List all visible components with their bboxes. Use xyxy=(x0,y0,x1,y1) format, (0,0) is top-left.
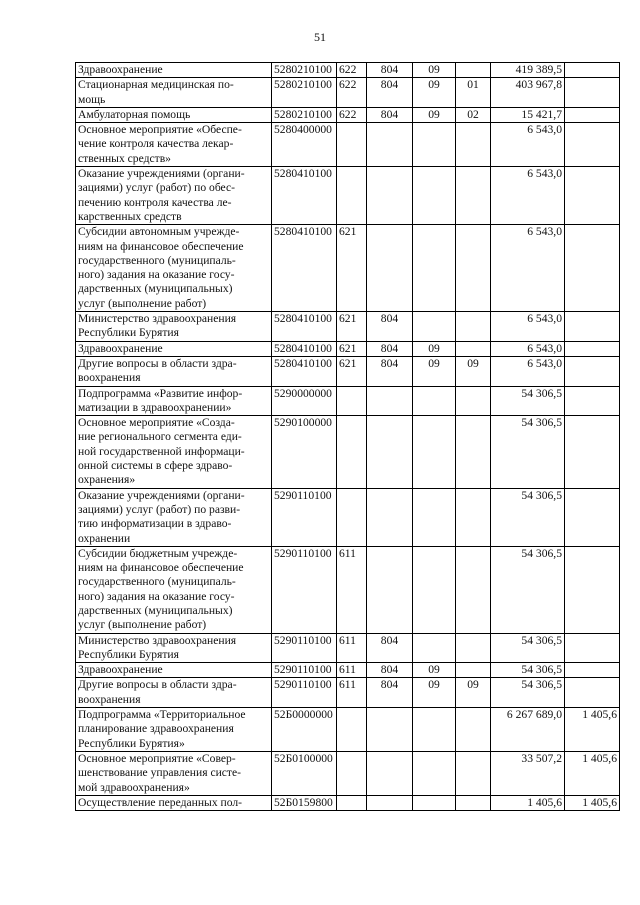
amount-federal-cell xyxy=(565,167,620,225)
target-article-code-cell: 5290110100 xyxy=(272,488,337,546)
target-article-code-cell: 5280410100 xyxy=(272,356,337,386)
amount-federal-cell xyxy=(565,678,620,708)
ministry-code-cell: 804 xyxy=(367,78,413,108)
table-row xyxy=(76,78,620,108)
section-code-cell: 09 xyxy=(413,63,456,78)
target-article-code-cell: 5290110100 xyxy=(272,546,337,633)
section-code-cell xyxy=(413,633,456,663)
row-name-cell: Министерство здравоохранения Республики Бурятия xyxy=(76,312,272,342)
amount-federal-cell xyxy=(565,225,620,312)
amount-cell: 419 389,5 xyxy=(491,63,565,78)
row-name-cell: Стационарная медицинская по- мощь xyxy=(76,78,272,108)
ministry-code-cell xyxy=(367,167,413,225)
ministry-code-cell: 804 xyxy=(367,107,413,122)
section-code-cell xyxy=(413,312,456,342)
expense-type-cell xyxy=(337,416,367,488)
ministry-code-cell: 804 xyxy=(367,341,413,356)
subsection-code-cell xyxy=(456,167,491,225)
amount-federal-cell: 1 405,6 xyxy=(565,708,620,752)
row-name-cell: Здравоохранение xyxy=(76,63,272,78)
table-row xyxy=(76,312,620,342)
ministry-code-cell xyxy=(367,225,413,312)
expense-type-cell xyxy=(337,795,367,810)
table-row xyxy=(76,708,620,752)
expense-type-cell xyxy=(337,751,367,795)
subsection-code-cell: 09 xyxy=(456,678,491,708)
amount-cell: 54 306,5 xyxy=(491,633,565,663)
target-article-code-cell: 52Б0159800 xyxy=(272,795,337,810)
row-name-cell: Основное мероприятие «Созда- ние регионального сегмента еди- ной государственной информаци- онной системы в сфере здраво- охранения» xyxy=(76,416,272,488)
subsection-code-cell xyxy=(456,795,491,810)
table-row xyxy=(76,546,620,633)
table-row xyxy=(76,795,620,810)
ministry-code-cell: 804 xyxy=(367,633,413,663)
row-name-cell: Подпрограмма «Территориальное планирование здравоохранения Республики Бурятия» xyxy=(76,708,272,752)
row-name-cell: Осуществление переданных пол- xyxy=(76,795,272,810)
row-name-cell: Основное мероприятие «Обеспе- чение контроля качества лекар- ственных средств» xyxy=(76,123,272,167)
table-row xyxy=(76,663,620,678)
amount-federal-cell: 1 405,6 xyxy=(565,795,620,810)
amount-cell: 54 306,5 xyxy=(491,678,565,708)
ministry-code-cell xyxy=(367,751,413,795)
table-row xyxy=(76,225,620,312)
expense-type-cell: 622 xyxy=(337,63,367,78)
target-article-code-cell: 5280410100 xyxy=(272,341,337,356)
subsection-code-cell xyxy=(456,312,491,342)
target-article-code-cell: 5280410100 xyxy=(272,312,337,342)
ministry-code-cell xyxy=(367,795,413,810)
amount-cell: 6 543,0 xyxy=(491,167,565,225)
subsection-code-cell: 01 xyxy=(456,78,491,108)
expense-type-cell xyxy=(337,386,367,416)
amount-cell: 33 507,2 xyxy=(491,751,565,795)
amount-cell: 54 306,5 xyxy=(491,416,565,488)
amount-federal-cell xyxy=(565,78,620,108)
amount-cell: 54 306,5 xyxy=(491,663,565,678)
amount-federal-cell xyxy=(565,356,620,386)
amount-federal-cell: 1 405,6 xyxy=(565,751,620,795)
expense-type-cell: 611 xyxy=(337,663,367,678)
table-row xyxy=(76,751,620,795)
target-article-code-cell: 5290000000 xyxy=(272,386,337,416)
section-code-cell: 09 xyxy=(413,107,456,122)
row-name-cell: Здравоохранение xyxy=(76,341,272,356)
target-article-code-cell: 5280410100 xyxy=(272,167,337,225)
amount-federal-cell xyxy=(565,123,620,167)
amount-federal-cell xyxy=(565,63,620,78)
amount-federal-cell xyxy=(565,416,620,488)
amount-cell: 6 543,0 xyxy=(491,225,565,312)
target-article-code-cell: 52Б0100000 xyxy=(272,751,337,795)
subsection-code-cell xyxy=(456,663,491,678)
section-code-cell: 09 xyxy=(413,678,456,708)
row-name-cell: Здравоохранение xyxy=(76,663,272,678)
row-name-cell: Субсидии бюджетным учрежде- ниям на финансовое обеспечение государственного (муниципаль- ного) задания на оказание госу- дарственных (муниципальных) услуг (выполнение работ) xyxy=(76,546,272,633)
amount-cell: 54 306,5 xyxy=(491,488,565,546)
expense-type-cell: 621 xyxy=(337,356,367,386)
table-row xyxy=(76,416,620,488)
section-code-cell xyxy=(413,751,456,795)
section-code-cell xyxy=(413,167,456,225)
amount-federal-cell xyxy=(565,663,620,678)
expense-type-cell: 621 xyxy=(337,225,367,312)
section-code-cell xyxy=(413,708,456,752)
subsection-code-cell xyxy=(456,416,491,488)
table-row xyxy=(76,341,620,356)
section-code-cell: 09 xyxy=(413,663,456,678)
amount-cell: 54 306,5 xyxy=(491,386,565,416)
subsection-code-cell xyxy=(456,488,491,546)
ministry-code-cell xyxy=(367,546,413,633)
expense-type-cell: 622 xyxy=(337,107,367,122)
section-code-cell xyxy=(413,225,456,312)
amount-cell: 6 543,0 xyxy=(491,312,565,342)
amount-cell: 15 421,7 xyxy=(491,107,565,122)
amount-cell: 1 405,6 xyxy=(491,795,565,810)
target-article-code-cell: 5280400000 xyxy=(272,123,337,167)
row-name-cell: Подпрограмма «Развитие инфор- матизации в здравоохранении» xyxy=(76,386,272,416)
target-article-code-cell: 52Б0000000 xyxy=(272,708,337,752)
row-name-cell: Другие вопросы в области здра- воохранения xyxy=(76,678,272,708)
amount-cell: 6 543,0 xyxy=(491,341,565,356)
amount-federal-cell xyxy=(565,312,620,342)
target-article-code-cell: 5290110100 xyxy=(272,633,337,663)
ministry-code-cell xyxy=(367,488,413,546)
table-row xyxy=(76,167,620,225)
section-code-cell xyxy=(413,416,456,488)
ministry-code-cell: 804 xyxy=(367,63,413,78)
budget-table-body xyxy=(76,63,620,811)
subsection-code-cell xyxy=(456,341,491,356)
target-article-code-cell: 5280210100 xyxy=(272,63,337,78)
table-row xyxy=(76,678,620,708)
amount-federal-cell xyxy=(565,341,620,356)
table-row xyxy=(76,386,620,416)
row-name-cell: Министерство здравоохранения Республики Бурятия xyxy=(76,633,272,663)
expense-type-cell xyxy=(337,123,367,167)
ministry-code-cell xyxy=(367,386,413,416)
expense-type-cell xyxy=(337,708,367,752)
expense-type-cell: 611 xyxy=(337,546,367,633)
expense-type-cell: 622 xyxy=(337,78,367,108)
row-name-cell: Другие вопросы в области здра- воохранения xyxy=(76,356,272,386)
subsection-code-cell xyxy=(456,123,491,167)
subsection-code-cell xyxy=(456,708,491,752)
expense-type-cell xyxy=(337,167,367,225)
target-article-code-cell: 5280410100 xyxy=(272,225,337,312)
subsection-code-cell: 02 xyxy=(456,107,491,122)
amount-federal-cell xyxy=(565,488,620,546)
table-row xyxy=(76,123,620,167)
expense-type-cell: 621 xyxy=(337,341,367,356)
amount-cell: 54 306,5 xyxy=(491,546,565,633)
row-name-cell: Амбулаторная помощь xyxy=(76,107,272,122)
subsection-code-cell xyxy=(456,546,491,633)
amount-cell: 403 967,8 xyxy=(491,78,565,108)
section-code-cell xyxy=(413,546,456,633)
amount-federal-cell xyxy=(565,546,620,633)
section-code-cell xyxy=(413,488,456,546)
target-article-code-cell: 5280210100 xyxy=(272,107,337,122)
target-article-code-cell: 5290110100 xyxy=(272,663,337,678)
ministry-code-cell xyxy=(367,708,413,752)
amount-federal-cell xyxy=(565,107,620,122)
subsection-code-cell xyxy=(456,633,491,663)
ministry-code-cell xyxy=(367,123,413,167)
amount-federal-cell xyxy=(565,386,620,416)
subsection-code-cell xyxy=(456,751,491,795)
page-number: 51 xyxy=(314,30,326,44)
table-row xyxy=(76,488,620,546)
subsection-code-cell xyxy=(456,386,491,416)
amount-cell: 6 543,0 xyxy=(491,123,565,167)
subsection-code-cell xyxy=(456,225,491,312)
ministry-code-cell: 804 xyxy=(367,312,413,342)
table-row xyxy=(76,633,620,663)
amount-federal-cell xyxy=(565,633,620,663)
ministry-code-cell: 804 xyxy=(367,678,413,708)
target-article-code-cell: 5290110100 xyxy=(272,678,337,708)
expense-type-cell xyxy=(337,488,367,546)
target-article-code-cell: 5290100000 xyxy=(272,416,337,488)
section-code-cell xyxy=(413,123,456,167)
section-code-cell: 09 xyxy=(413,356,456,386)
row-name-cell: Основное мероприятие «Совер- шенствование управления систе- мой здравоохранения» xyxy=(76,751,272,795)
expense-type-cell: 611 xyxy=(337,678,367,708)
row-name-cell: Субсидии автономным учрежде- ниям на финансовое обеспечение государственного (муниципаль- ного) задания на оказание госу- дарственных (муниципальных) услуг (выполнение работ) xyxy=(76,225,272,312)
row-name-cell: Оказание учреждениями (органи- зациями) услуг (работ) по обес- печению контроля качества ле- карственных средств xyxy=(76,167,272,225)
subsection-code-cell: 09 xyxy=(456,356,491,386)
amount-cell: 6 543,0 xyxy=(491,356,565,386)
section-code-cell: 09 xyxy=(413,341,456,356)
table-row xyxy=(76,63,620,78)
amount-cell: 6 267 689,0 xyxy=(491,708,565,752)
section-code-cell: 09 xyxy=(413,78,456,108)
budget-table xyxy=(75,62,620,811)
subsection-code-cell xyxy=(456,63,491,78)
expense-type-cell: 621 xyxy=(337,312,367,342)
ministry-code-cell: 804 xyxy=(367,356,413,386)
row-name-cell: Оказание учреждениями (органи- зациями) услуг (работ) по разви- тию информатизации в здраво- охранении xyxy=(76,488,272,546)
target-article-code-cell: 5280210100 xyxy=(272,78,337,108)
ministry-code-cell xyxy=(367,416,413,488)
section-code-cell xyxy=(413,795,456,810)
table-row xyxy=(76,107,620,122)
expense-type-cell: 611 xyxy=(337,633,367,663)
ministry-code-cell: 804 xyxy=(367,663,413,678)
section-code-cell xyxy=(413,386,456,416)
table-row xyxy=(76,356,620,386)
